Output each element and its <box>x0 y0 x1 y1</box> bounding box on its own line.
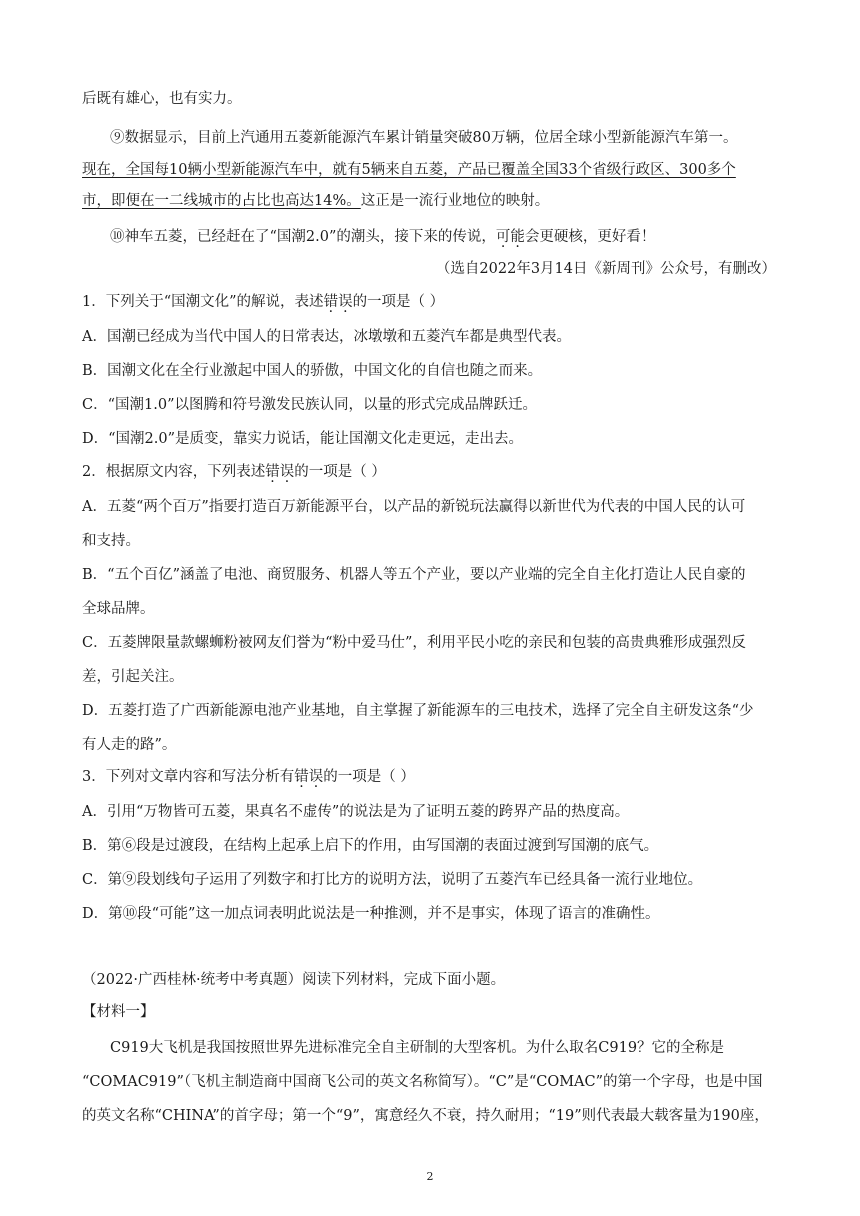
option-c: C．“国潮1.0”以图腾和符号激发民族认同，以量的形式完成品牌跃迁。 <box>82 397 537 413</box>
underlined-text: 现在，全国每10辆小型新能源汽车中，就有5辆来自五菱，产品已覆盖全国33个省级行政区、300多个 <box>82 162 736 178</box>
page-number: 2 <box>426 1170 434 1183</box>
question-text: 的一项是（ ） <box>294 464 386 480</box>
option-b-cont: 全球品牌。 <box>82 601 155 617</box>
option-b: B．第⑥段是过渡段，在结构上起承上启下的作用，由写国潮的表面过渡到写国潮的底气。 <box>82 838 659 854</box>
option-a: A．五菱“两个百万”指要打造百万新能源平台，以产品的新锐玩法赢得以新世代为代表的中国人民的认可 <box>82 499 746 515</box>
material-paragraph-cont: “COMAC919”（飞机主制造商中国商飞公司的英文名称简写）。“C”是“COMAC”的第一个字母，也是中国 <box>82 1074 763 1090</box>
option-a: A．引用“万物皆可五菱，果真名不虚传”的说法是为了证明五菱的跨界产品的热度高。 <box>82 804 630 820</box>
question-1 <box>82 292 782 312</box>
material-paragraph: C919大飞机是我国按照世界先进标准完全自主研制的大型客机。为什么取名C919？它的全称是 <box>110 1040 725 1056</box>
underlined-sentence <box>82 160 782 180</box>
emphasis-dot-char: 误 <box>338 294 353 310</box>
question-text: 的一项是（ ） <box>323 769 415 785</box>
material-paragraph-cont: 的英文名称“CHINA”的首字母；第一个“9”，寓意经久不衰，持久耐用；“19”则代表最大载客量为190座， <box>82 1108 769 1124</box>
plain-text: ⑩神车五菱，已经赶在了“国潮2.0”的潮头，接下来的传说， <box>110 229 496 245</box>
question-2 <box>82 462 782 482</box>
material-label: 【材料一】 <box>82 1004 155 1020</box>
source-citation: （选自2022年3月14日《新周刊》公众号，有删改） <box>435 261 776 277</box>
paragraph-9: ⑨数据显示，目前上汽通用五菱新能源汽车累计销量突破80万辆，位居全球小型新能源汽车第一。 <box>110 130 738 146</box>
emphasis-dot-char: 误 <box>308 769 324 785</box>
question-3 <box>82 767 782 787</box>
option-b: B．国潮文化在全行业激起中国人的骄傲，中国文化的自信也随之而来。 <box>82 363 543 379</box>
emphasis-dot-char: 误 <box>279 464 295 480</box>
option-b: B．“五个百亿”涵盖了电池、商贸服务、机器人等五个产业，要以产业端的完全自主化打造让人民自豪的 <box>82 567 746 583</box>
emphasis-dot-char: 可 <box>495 229 511 245</box>
option-d: D．五菱打造了广西新能源电池产业基地，自主掌握了新能源车的三电技术，选择了完全自主研发这条“少 <box>82 703 754 719</box>
text-line <box>82 191 782 211</box>
option-d-cont: 有人走的路”。 <box>82 737 177 753</box>
question-text: 1．下列关于“国潮文化”的解说，表述 <box>82 294 324 310</box>
question-text: 的一项是（ ） <box>352 294 445 310</box>
emphasis-dot-char: 错 <box>294 769 309 785</box>
emphasis-dot-char: 能 <box>510 229 525 245</box>
option-a-cont: 和支持。 <box>82 533 140 549</box>
question-text: 3．下列对文章内容和写法分析有 <box>82 769 295 785</box>
underlined-text: 市，即便在一二线城市的占比也高达14%。 <box>82 193 361 209</box>
option-c: C．第⑨段划线句子运用了列数字和打比方的说明方法，说明了五菱汽车已经具备一流行业地位。 <box>82 872 703 888</box>
paragraph-10 <box>110 227 810 247</box>
plain-text: 这正是一流行业地位的映射。 <box>360 193 550 209</box>
emphasis-dot-char: 错 <box>265 464 280 480</box>
emphasis-dot-char: 错 <box>323 294 339 310</box>
text-line: 后既有雄心，也有实力。 <box>82 91 242 107</box>
option-d: D．“国潮2.0”是质变，靠实力说话，能让国潮文化走更远，走出去。 <box>82 431 524 447</box>
plain-text: 会更硬核，更好看！ <box>524 229 656 245</box>
section-intro: （2022·广西桂林·统考中考真题）阅读下列材料，完成下面小题。 <box>82 972 506 988</box>
question-text: 2．根据原文内容，下列表述 <box>82 464 266 480</box>
option-a: A．国潮已经成为当代中国人的日常表达，冰墩墩和五菱汽车都是典型代表。 <box>82 329 571 345</box>
option-d: D．第⑩段“可能”这一加点词表明此说法是一种推测，并不是事实，体现了语言的准确性。 <box>82 906 660 922</box>
option-c-cont: 差，引起关注。 <box>82 669 184 685</box>
option-c: C．五菱牌限量款螺蛳粉被网友们誉为“粉中爱马仕”，利用平民小吃的亲民和包装的高贵典雅形成强烈反 <box>82 635 746 651</box>
